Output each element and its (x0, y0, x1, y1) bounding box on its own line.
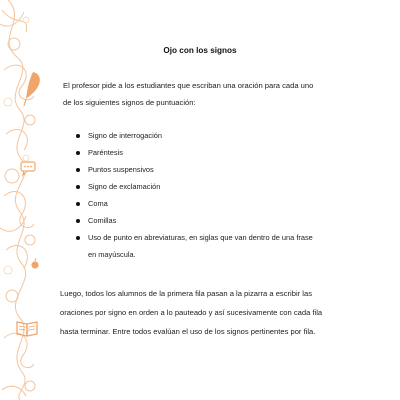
intro-line: de los siguientes signos de puntuación: (63, 98, 196, 107)
intro-paragraph (63, 77, 363, 111)
list-item-continuation (70, 246, 360, 263)
list-item (70, 127, 360, 144)
list-item-text: Uso de punto en abreviaturas, en siglas que van dentro de una frase (88, 233, 313, 242)
closing-paragraph (60, 284, 360, 341)
bullet-icon (76, 236, 80, 240)
list-item (70, 178, 360, 195)
bullet-icon (76, 219, 80, 223)
list-item (70, 212, 360, 229)
closing-line: Luego, todos los alumnos de la primera fila pasan a la pizarra a escribir las (60, 289, 312, 298)
list-item (70, 161, 360, 178)
list-item-text: Comillas (88, 216, 117, 225)
list-item-text: Coma (88, 199, 108, 208)
intro-line: El profesor pide a los estudiantes que escriban una oración para cada uno (63, 81, 314, 90)
list-item-text: Signo de interrogación (88, 131, 162, 140)
list-item-text: Puntos suspensivos (88, 165, 154, 174)
document-title: Ojo con los signos (163, 46, 237, 55)
list-item-text: en mayúscula. (88, 250, 136, 259)
punctuation-signs-list (70, 127, 360, 263)
bullet-icon (76, 134, 80, 138)
list-item-text: Paréntesis (88, 148, 123, 157)
bullet-icon (76, 151, 80, 155)
closing-line: oraciones por signo en orden a lo pauteado y así sucesivamente con cada fila (60, 308, 323, 317)
list-item (70, 229, 360, 246)
bullet-icon (76, 168, 80, 172)
closing-line: hasta terminar. Entre todos evalúan el uso de los signos pertinentes por fila. (60, 327, 316, 336)
bullet-icon (76, 202, 80, 206)
list-item (70, 195, 360, 212)
list-item-text: Signo de exclamación (88, 182, 161, 191)
bullet-icon (76, 185, 80, 189)
list-item (70, 144, 360, 161)
